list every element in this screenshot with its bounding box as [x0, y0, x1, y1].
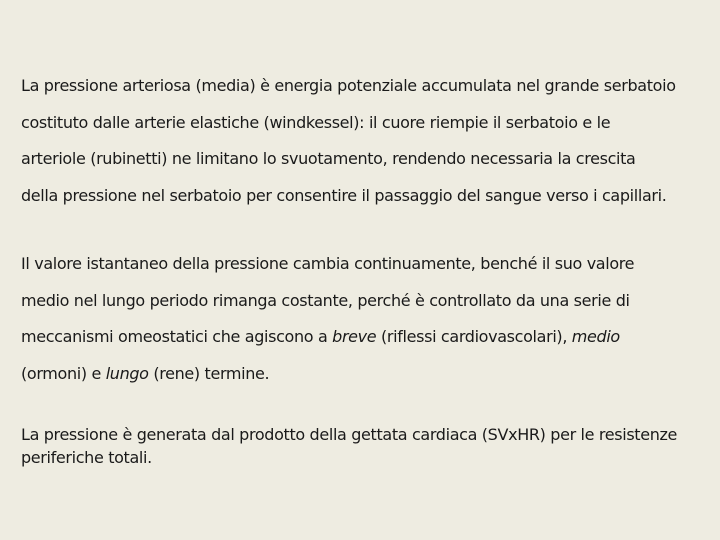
emphasis-lungo: lungo — [105, 363, 149, 383]
text-line: periferiche totali. — [21, 448, 152, 467]
text-line: medio nel lungo periodo rimanga costante, perché è controllato da una serie di — [21, 290, 630, 310]
text-line: costituto dalle arterie elastiche (windkessel): il cuore riempie il serbatoio e le — [21, 112, 611, 132]
text-line: arteriole (rubinetti) ne limitano lo svuotamento, rendendo necessaria la crescita — [21, 149, 636, 168]
text-line — [21, 319, 711, 356]
text-line: Il valore istantaneo della pressione cambia continuamente, benché il suo valore — [21, 254, 635, 273]
text-segment: (ormoni) e — [21, 363, 106, 383]
text-segment: (rene) termine. — [148, 363, 270, 383]
paragraph-pressure-regulation — [21, 246, 711, 392]
emphasis-breve: breve — [332, 327, 377, 346]
text-line: La pressione è generata dal prodotto della gettata cardiaca (SVxHR) per le resistenze — [21, 425, 678, 444]
paragraph-blood-pressure-definition — [21, 68, 711, 214]
emphasis-medio: medio — [571, 327, 620, 346]
text-line: della pressione nel serbatoio per consentire il passaggio del sangue verso i capillari. — [21, 185, 667, 205]
text-line — [21, 356, 711, 393]
text-line: La pressione arteriosa (media) è energia potenziale accumulata nel grande serbatoio — [21, 76, 676, 95]
text-segment: (riflessi cardiovascolari), — [376, 327, 572, 346]
paragraph-pressure-formula — [21, 423, 711, 469]
text-segment: meccanismi omeostatici che agiscono a — [21, 327, 333, 346]
